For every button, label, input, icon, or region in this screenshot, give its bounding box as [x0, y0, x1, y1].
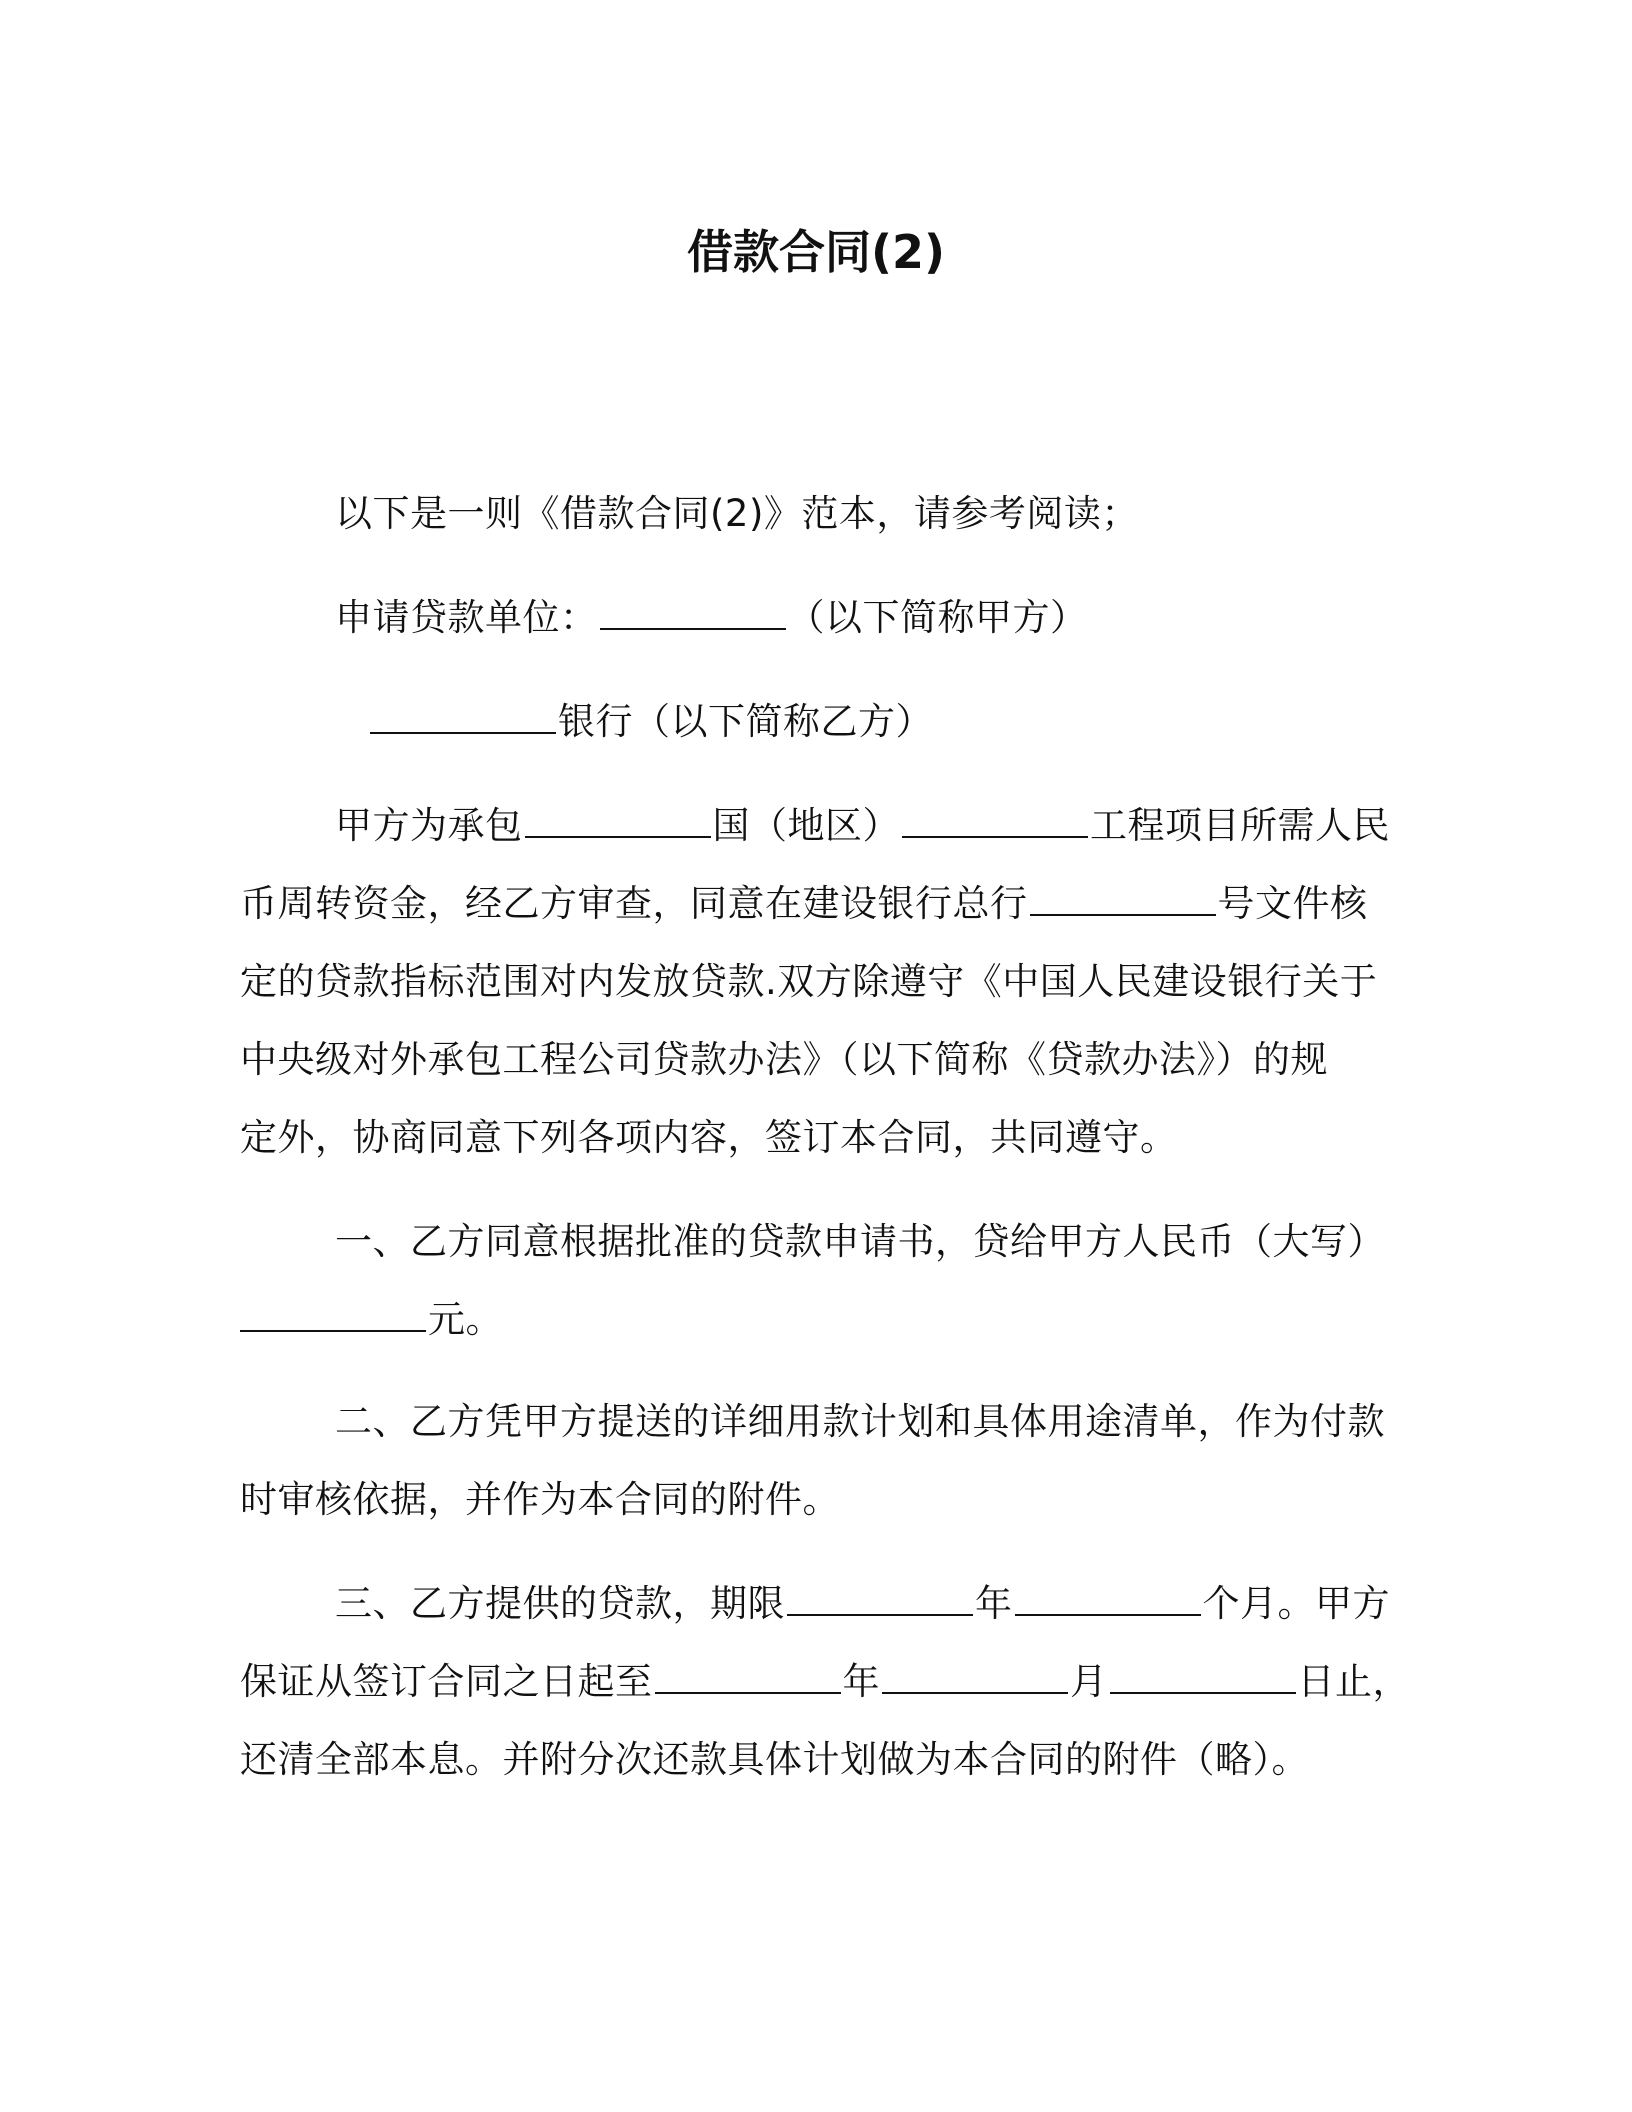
bank-line	[368, 696, 933, 748]
clause3-line-3: 还清全部本息。并附分次还款具体计划做为本合同的附件（略）。	[240, 1738, 1309, 1781]
bank-suffix: 银行（以下简称乙方）	[558, 700, 933, 743]
term-months-blank	[1015, 1584, 1201, 1616]
para1-text: 号文件核	[1217, 882, 1368, 925]
amount-blank	[240, 1300, 426, 1332]
para1-text: 工程项目所需人民	[1090, 804, 1390, 847]
para1-text: 国（地区）	[712, 804, 900, 847]
clause3-text: 个月。甲方	[1202, 1582, 1390, 1625]
para1-line-2	[240, 878, 1368, 930]
due-year-blank	[655, 1662, 841, 1694]
clause3-text: 保证从签订合同之日起至	[240, 1660, 653, 1703]
clause1-line-1: 一、乙方同意根据批准的贷款申请书，贷给甲方人民币（大写）	[335, 1220, 1385, 1263]
intro-line: 以下是一则《借款合同(2)》范本，请参考阅读；	[335, 492, 1139, 535]
para1-line-5: 定外，协商同意下列各项内容，签订本合同，共同遵守。	[240, 1116, 1178, 1159]
due-day-blank	[1110, 1662, 1296, 1694]
term-years-blank	[787, 1584, 973, 1616]
clause3-text: 年	[975, 1582, 1013, 1625]
clause2-line-2: 时审核依据，并作为本合同的附件。	[240, 1478, 840, 1521]
para1-line-1	[335, 800, 1390, 852]
applicant-blank	[600, 598, 786, 630]
clause1-line-2	[240, 1294, 503, 1346]
applicant-label: 申请贷款单位：	[335, 596, 598, 639]
due-month-blank	[882, 1662, 1068, 1694]
country-blank	[525, 806, 711, 838]
clause3-line-2	[240, 1656, 1410, 1708]
page-title: 借款合同(2)	[686, 225, 946, 279]
project-blank	[902, 806, 1088, 838]
clause3-text: 年	[842, 1660, 880, 1703]
document-number-blank	[1030, 884, 1216, 916]
clause3-text: 月	[1070, 1660, 1108, 1703]
para1-text: 甲方为承包	[335, 804, 523, 847]
clause2-line-1: 二、乙方凭甲方提送的详细用款计划和具体用途清单，作为付款	[335, 1400, 1385, 1443]
clause3-line-1	[335, 1578, 1390, 1630]
bank-blank	[370, 702, 556, 734]
para1-line-3: 定的贷款指标范围对内发放贷款.双方除遵守《中国人民建设银行关于	[240, 960, 1378, 1003]
para1-line-4: 中央级对外承包工程公司贷款办法》（以下简称《贷款办法》）的规	[240, 1038, 1328, 1081]
applicant-line	[335, 592, 1088, 644]
clause1-text: 元。	[428, 1298, 503, 1341]
para1-text: 币周转资金，经乙方审查，同意在建设银行总行	[240, 882, 1028, 925]
clause3-text: 日止，	[1297, 1660, 1410, 1703]
clause3-text: 三、乙方提供的贷款，期限	[335, 1582, 785, 1625]
applicant-suffix: （以下简称甲方）	[787, 596, 1088, 639]
